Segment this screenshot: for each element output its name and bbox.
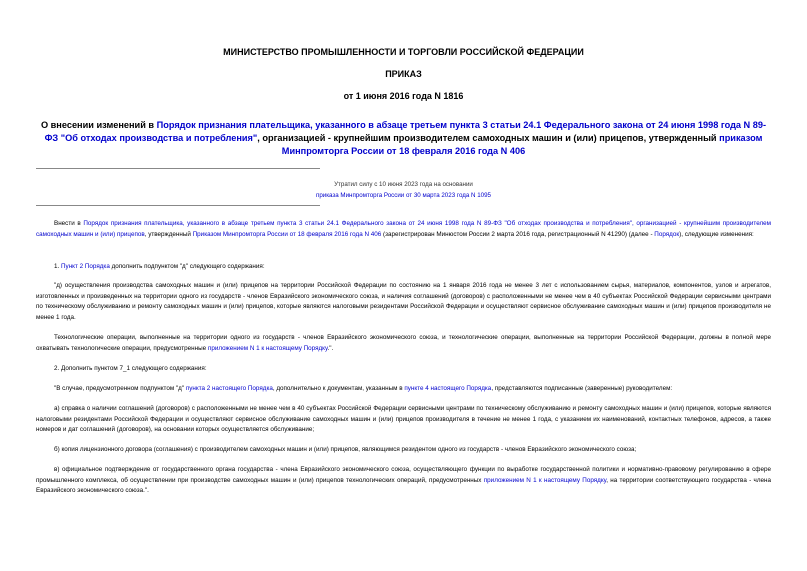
link-appendix-1[interactable]: приложением N 1 к настоящему Порядку [207, 344, 328, 352]
doc-type-heading: ПРИКАЗ [385, 69, 422, 79]
divider-line [36, 205, 320, 206]
link-point-4-order[interactable]: пункте 4 настоящего Порядка [404, 385, 492, 392]
title-link-procedure[interactable]: Порядок признания плательщика, указанного в абзаце третьем пункта 3 статьи 24.1 Федерального закона от 24 июня 1998 года N 89-ФЗ "Об отходах производства и потребления" [44, 120, 767, 143]
document-title [36, 119, 771, 158]
paragraph-subitem-d: "д) осуществления производства самоходных машин и (или) прицепов на территории Российской Федерации по состоянию на 1 января 2016 года не менее 3 лет с использованием сырья, материалов, компонентов, узлов и агрегатов, изготовленных и произведенных на территории одного из государств - членов Евразийского экономического союза, и наличия соглашений (договоров) с расположенными не менее чем в 40 субъектах Российской Федерации сервисными центрами по техническому обслуживанию и ремонту самоходных машин и (или) прицепов, которые являются налоговыми резидентами Российской Федерации и осуществляют сервисное обслуживание самоходных машин и (или) прицепов производителя не менее 1 года. [36, 282, 771, 321]
link-point-2-order[interactable]: пункта 2 настоящего Порядка [185, 385, 273, 392]
paragraph-item-2: 2. Дополнить пунктом 7_1 следующего содержания: [54, 365, 207, 372]
paragraph-item-1: 1. Пункт 2 Порядка дополнить подпунктом "д" следующего содержания: [54, 263, 265, 270]
link-order-406[interactable]: Приказом Минпромторга России от 18 февраля 2016 года N 406 [192, 230, 382, 238]
paragraph-subitem-a: а) справка о наличии соглашений (договоров) с расположенными не менее чем в 40 субъектах Российской Федерации сервисными центрами по техническому обслуживанию и ремонту самоходных машин и (или) прицепов, которые являются налоговыми резидентами Российской Федерации и осуществляют сервисное обслуживание самоходных машин и (или) прицепов производителя в течение не менее 1 года, с указанием их наименований, контактных телефонов, адресов, а также номеров и дат соглашений (договоров), на основании которых осуществляется обслуживание; [36, 405, 771, 433]
title-link-order[interactable]: приказом Минпромторга России от 18 февраля 2016 года N 406 [281, 133, 763, 156]
date-number-heading: от 1 июня 2016 года N 1816 [343, 91, 464, 101]
title-prefix: О внесении изменений в [40, 120, 157, 130]
divider-line [36, 168, 320, 169]
status-line-1: Утратил силу с 10 июня 2023 года на основании [334, 181, 473, 188]
link-point-2[interactable]: Пункт 2 Порядка [61, 263, 110, 270]
status-link-repeal-order[interactable]: приказа Минпромторга России от 30 марта 2023 года N 1095 [315, 192, 492, 199]
paragraph-subitem-b: б) копия лицензионного договора (соглашения) с производителем самоходных машин и (или) прицепов, являющимся резидентом одного из государств - членов Евразийского экономического союза; [54, 446, 637, 453]
paragraph-tech-ops: Технологические операции, выполненные на территории одного из государств - членов Евразийского экономического союза, и технологические операции, выполненные на территории Российской Федерации, должны в полной мере охватывать технологические операции, предусмотренные приложением N 1 к настоящему Порядку.". [36, 334, 771, 352]
paragraph-subitem-v: в) официальное подтверждение от государственного органа государства - члена Евразийского экономического союза, осуществляющего функции по выработке государственной политики и нормативно-правовому регулированию в сфере промышленного комплекса, об осуществлении при производстве самоходных машин и (или) прицепов технологических операций, предусмотренных приложением N 1 к настоящему Порядку, на территории соответствующего государства - члена Евразийского экономического союза.". [36, 466, 771, 494]
link-procedure-short[interactable]: Порядок [654, 230, 680, 238]
paragraph-7-1: "В случае, предусмотренном подпунктом "д" пункта 2 настоящего Порядка, дополнительно к документам, указанным в пункте 4 настоящего Порядка, представляются подписанные (заверенные) руководителем: [54, 385, 673, 392]
ministry-heading: МИНИСТЕРСТВО ПРОМЫШЛЕННОСТИ И ТОРГОВЛИ РОССИЙСКОЙ ФЕДЕРАЦИИ [223, 47, 584, 57]
link-procedure[interactable]: Порядок признания плательщика, указанного в абзаце третьем пункта 3 статьи 24.1 Федерального закона от 24 июня 1998 года N 89-ФЗ "Об отходах производства и потребления", организацией - крупнейшим производителем самоходных машин и (или) прицепов [36, 220, 772, 238]
title-middle: , организацией - крупнейшим производителем самоходных машин и (или) прицепов, утвержденный [257, 133, 720, 143]
paragraph-intro: Внести в Порядок признания плательщика, указанного в абзаце третьем пункта 3 статьи 24.1 Федерального закона от 24 июня 1998 года N 89-ФЗ "Об отходах производства и потребления", организацией - крупнейшим производителем самоходных машин и (или) прицепов, утвержденный Приказом Минпромторга России от 18 февраля 2016 года N 406 (зарегистрирован Минюстом России 2 марта 2016 года, регистрационный N 41290) (далее - Порядок), следующие изменения: [36, 220, 772, 238]
link-appendix-1-order[interactable]: приложением N 1 к настоящему Порядку [483, 476, 607, 484]
